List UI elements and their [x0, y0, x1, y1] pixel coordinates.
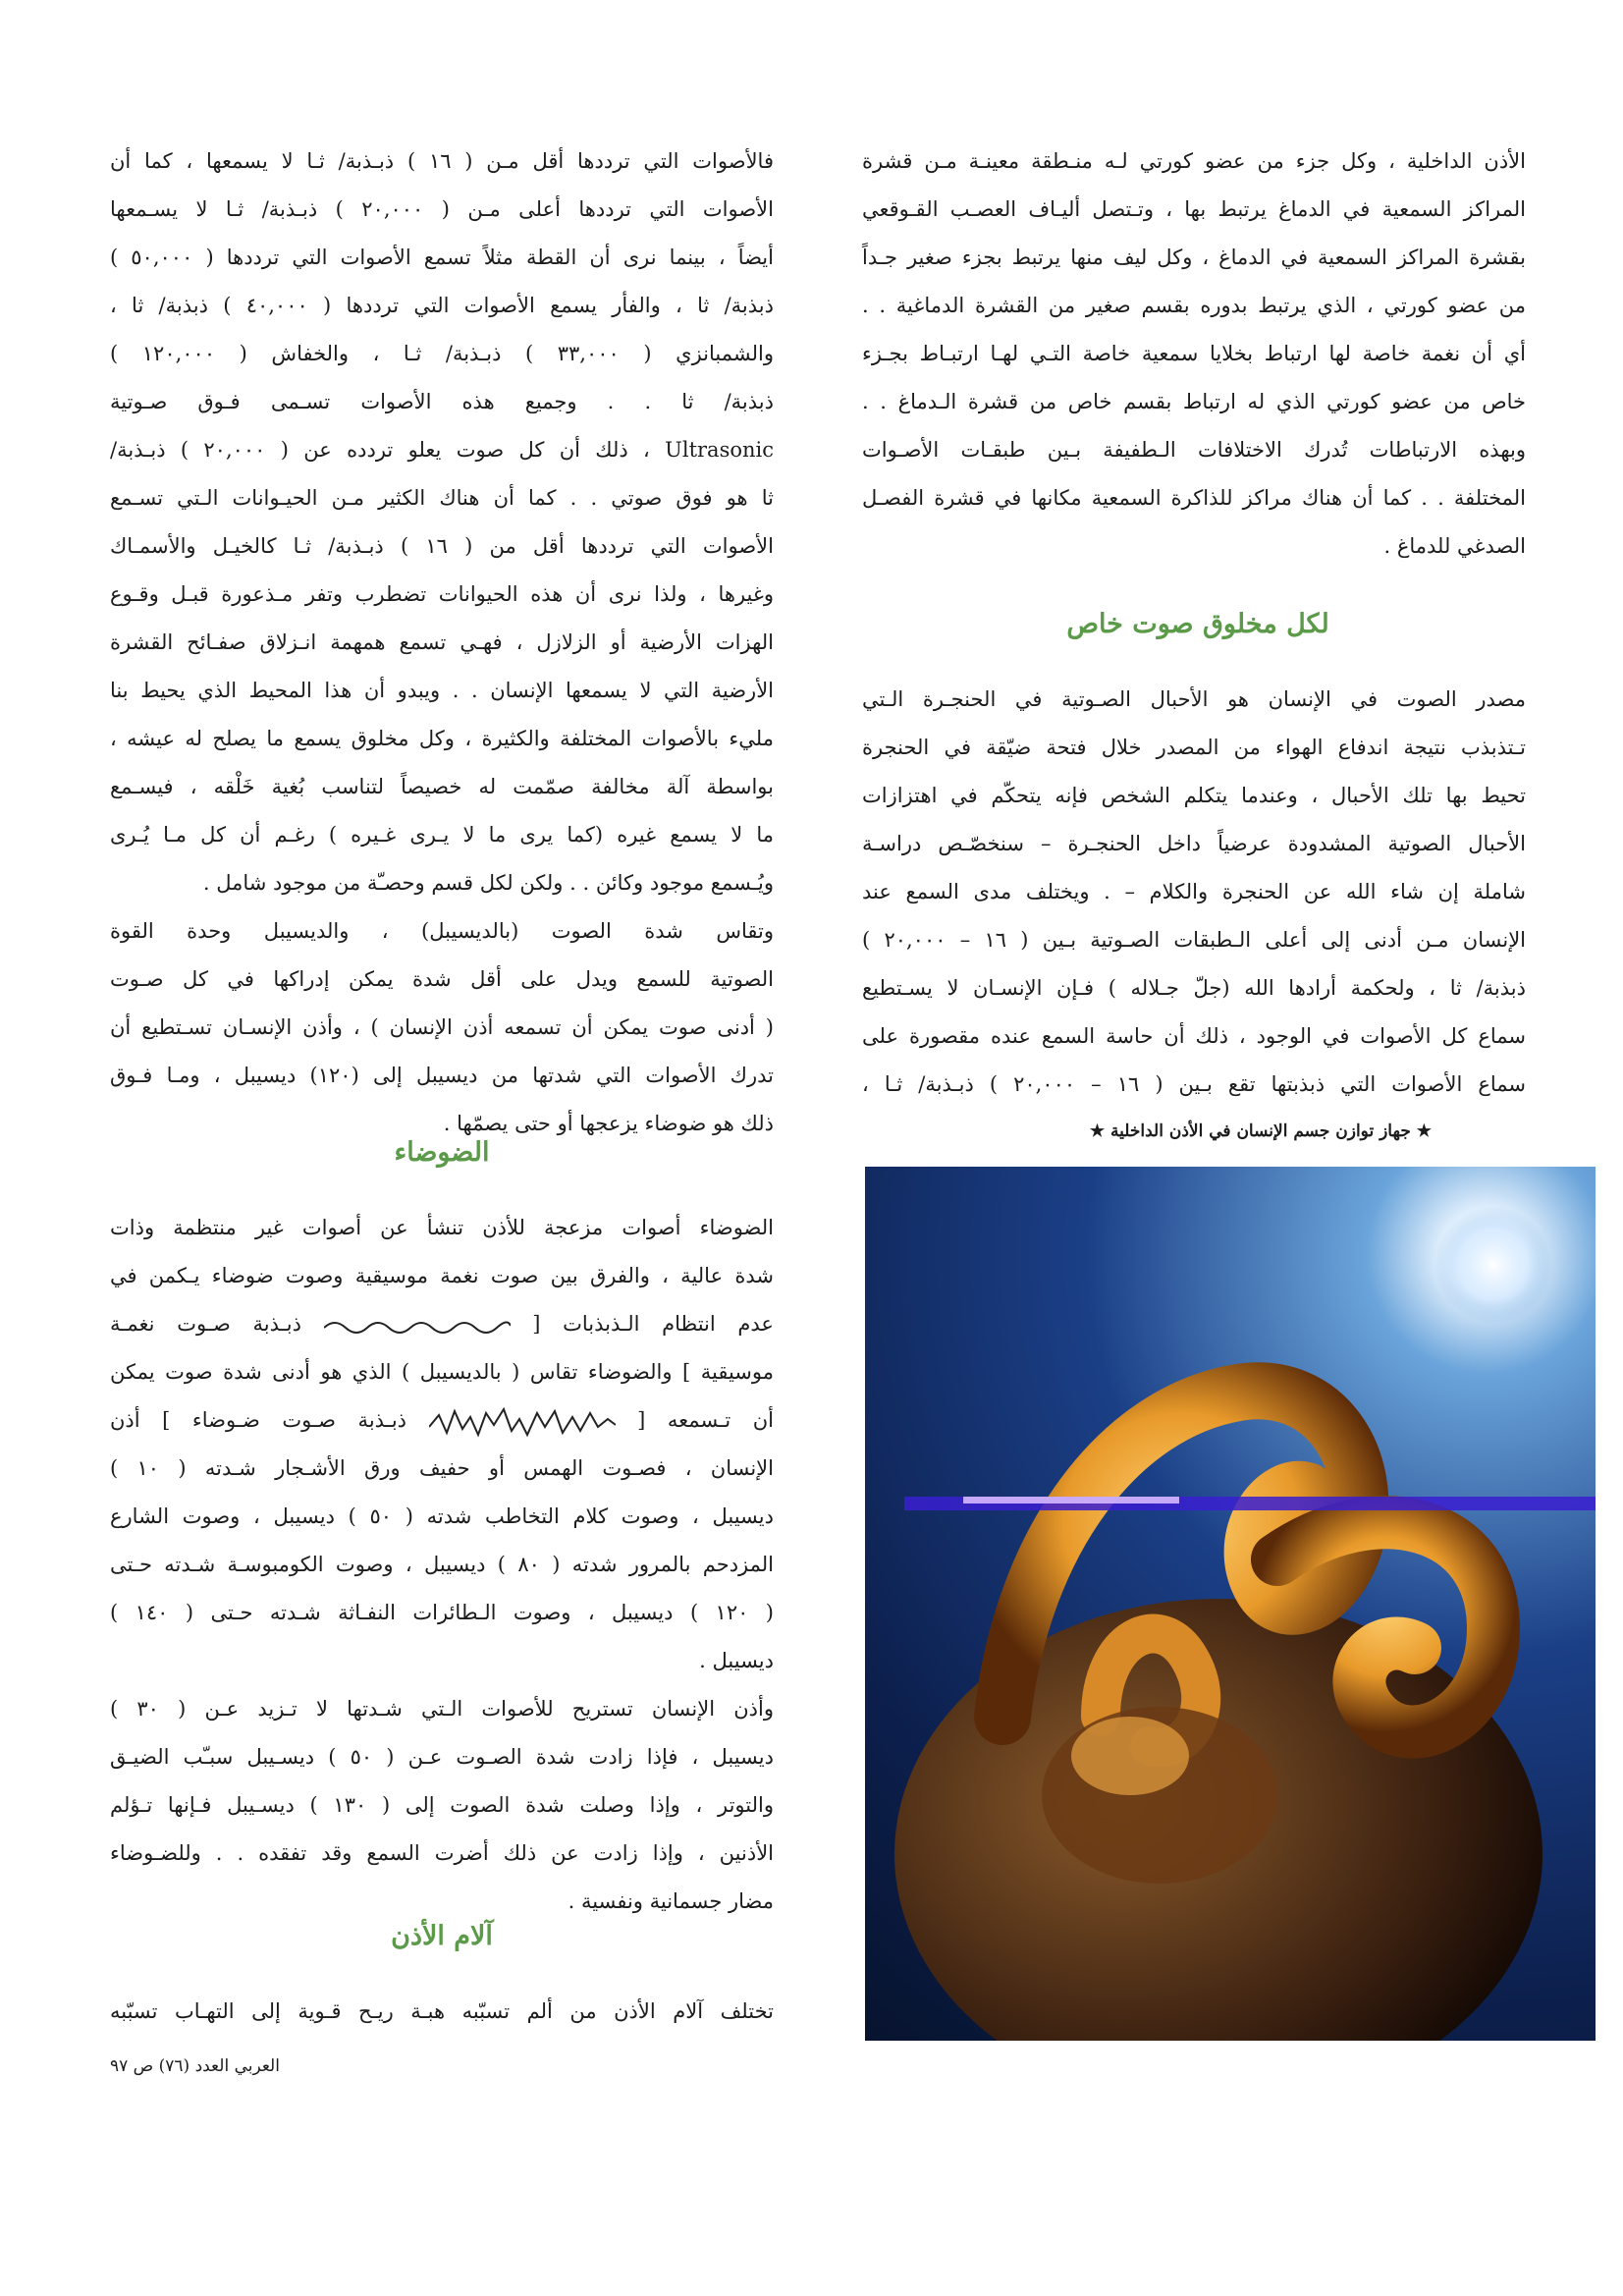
text-line: وأذن الإنسان تستريح للأصوات الـتي شـدتها لا تـزيد عـن ( ٣٠ ): [110, 1697, 774, 1721]
text-line: الأذن الداخلية ، وكل جزء من عضو كورتي لـه منـطقة معينـة مـن قشرة: [862, 149, 1526, 173]
text-line: الضوضاء أصوات مزعجة للأذن تنشأ عن أصوات غير منتظمة وذات: [110, 1216, 774, 1239]
photo-caption: ★ جهاز توازن جسم الإنسان في الأذن الداخلية ★: [1089, 1121, 1432, 1141]
text-line: مضار جسمانية ونفسية .: [568, 1889, 774, 1913]
semicircular-canals-illustration: [865, 1167, 1596, 2041]
text-line: ويُـسمع موجود وكائن . . ولكن لكل قسم وحصـّة من موجود شامل .: [202, 871, 774, 895]
text-line: ذلك هو ضوضاء يزعجها أو حتى يصمّها .: [443, 1112, 774, 1135]
text-line: شدة عالية ، والفرق بين صوت نغمة موسيقية وصوت ضوضاء يـكمن في: [110, 1264, 774, 1287]
left-column-bottom: [110, 1988, 774, 2036]
left-column-lower: [110, 1204, 774, 1926]
text-line-with-wave: [110, 1396, 774, 1445]
text-line: الأصوات التي ترددها أعلى مـن ( ٢٠,٠٠٠ ) ذبـذبة/ ثـا لا يسـمعها: [110, 197, 774, 221]
right-column: [862, 137, 1526, 571]
text-line: تحيط بها تلك الأحبال ، وعندما يتكلم الشخص فإنه يتحكّم في اهتزازات: [862, 784, 1526, 807]
text-line: الصوتية للسمع ويدل على أقل شدة يمكن إدراكها في كل صـوت: [110, 967, 774, 991]
text-line: بقشرة المراكز السمعية في الدماغ ، وكل ليف منها يرتبط بجزء صغير جـداً: [862, 246, 1526, 269]
text-line: من عضو كورتي ، الذي يرتبط بدوره بقسم صغير من القشرة الدماغية . .: [862, 294, 1526, 317]
text-line: ثا هو فوق صوتي . . كما أن هناك الكثير مـن الحيـوانات الـتي تسـمع: [110, 486, 774, 510]
text-line: المزدحم بالمرور شدته ( ٨٠ ) ديسيبل ، وصوت الكومبوسـة شـدته حـتى: [110, 1553, 775, 1576]
text-line: ذبذبة/ ثا . . وجميع هذه الأصوات تسـمى فـوق صـوتية: [110, 390, 774, 413]
text-line: بواسطة آلة مخالفة صمّمت له خصيصاً لتناسب بُغية خَلْقه ، فيسـمع: [110, 775, 774, 798]
right-column-lower: [862, 676, 1526, 1109]
text-line: الهزات الأرضية أو الزلازل ، فهـي تسمع همهمة انـزلاق صفـائح القشرة: [110, 630, 774, 654]
text-line: مصدر الصوت في الإنسان هو الأحبال الصـوتية في الحنجـرة الـتي: [862, 687, 1526, 711]
text-line: ديسيبل .: [699, 1649, 774, 1672]
paragraph-frequency-ranges: [110, 137, 774, 907]
text-line: مليء بالأصوات المختلفة والكثيرة ، وكل مخلوق يسمع ما يصلح له عيشه ،: [110, 727, 774, 750]
inner-ear-photo: [865, 1167, 1596, 2041]
text-line: خاص من عضو كورتي الذي له ارتباط بقسم خاص من قشرة الـدماغ . .: [862, 390, 1526, 413]
text-line: أيضاً ، بينما نرى أن القطة مثلاً تسمع الأصوات التي ترددها ( ٥٠,٠٠٠ ): [110, 246, 774, 269]
text-line: سماع كل الأصوات في الوجود ، ذلك أن حاسة السمع عنده مقصورة على: [862, 1024, 1526, 1048]
text-line: موسيقية ] والضوضاء تقاس ( بالديسيبل ) الذي هو أدنى شدة صوت يمكن: [110, 1360, 774, 1384]
text-line: ( ١٢٠ ) ديسيبل ، وصوت الـطائرات النفـاثة شـدته حـتى ( ١٤٠ ): [110, 1601, 774, 1624]
text-line: ذبذبة/ ثا ، ولحكمة أرادها الله (جلّ جـلاله ) فـإن الإنسـان لا يسـتطيع: [862, 976, 1526, 1000]
text-line: شاملة إن شاء الله عن الحنجرة والكلام – . ويختلف مدى السمع عند: [862, 880, 1526, 903]
text-fragment: ذبـذبة صـوت نغمـة: [110, 1312, 301, 1336]
text-line: والتوتر ، وإذا وصلت شدة الصوت إلى ( ١٣٠ ) ديسـيبل فـإنها تـؤلم: [110, 1793, 774, 1817]
paragraph-noise-tolerance: [110, 1685, 774, 1926]
text-line: فالأصوات التي ترددها أقل مـن ( ١٦ ) ذبـذبة/ ثـا لا يسمعها ، كما أن: [110, 149, 774, 173]
text-line: المختلفة . . كما أن هناك مراكز للذاكرة السمعية مكانها في قشرة الفصـل: [862, 486, 1526, 510]
text-line: الصدغي للدماغ .: [1383, 534, 1526, 558]
text-line: ديسيبل ، فإذا زادت شدة الصـوت عـن ( ٥٠ ) ديسـيبل سبـّب الضيـق: [110, 1745, 774, 1769]
text-line: وغيرها ، ولذا نرى أن هذه الحيوانات تضطرب وتفر مـذعورة قبـل وقـوع: [110, 582, 774, 606]
text-line: الأرضية التي لا يسمعها الإنسان . . ويبدو أن هذا المحيط الذي يحيط بنا: [110, 679, 774, 702]
paragraph-noise: [110, 1204, 774, 1685]
heading-ear-pain: آلام الأذن: [391, 1921, 493, 1951]
text-line: أي أن نغمة خاصة لها ارتباط بخلايا سمعية خاصة التـي لهـا ارتبـاط بجـزء: [862, 342, 1526, 365]
text-line: ما لا يسمع غيره (كما يرى ما لا يـرى غـيره ) رغـم أن كل مـا يُـرى: [110, 823, 774, 847]
text-line: الأذنين ، وإذا زادت عن ذلك أضرت السمع وقد تفقده . . وللضـوضاء: [110, 1841, 774, 1865]
text-line: المراكز السمعية في الدماغ يرتبط بها ، وتـتصل أليـاف العصـب القـوقعي: [862, 197, 1526, 221]
paragraph-decibel: [110, 907, 774, 1148]
text-line: وتقاس شدة الصوت (بالديسيبل) ، والديسيبل وحدة القوة: [110, 919, 774, 943]
text-line: سماع الأصوات التي ذبذبتها تقع بـين ( ١٦ – ٢٠,٠٠٠ ) ذبـذبة/ ثـا ،: [862, 1072, 1526, 1096]
page-footer: العربي العدد (٧٦) ص ٩٧: [110, 2056, 280, 2076]
text-line: تـتذبذب نتيجة اندفاع الهواء من المصدر خلال فتحة ضيّقة في الحنجرة: [862, 736, 1526, 759]
text-fragment: ذبـذبة صـوت ضـوضاء ] أذن: [110, 1408, 407, 1432]
musical-wave-icon: [324, 1316, 511, 1336]
text-fragment: أن تـسمعه [: [637, 1408, 774, 1432]
paragraph-sound-source: [862, 676, 1526, 1109]
text-line-with-wave: [110, 1300, 774, 1348]
text-line: والشمبانزي ( ٣٣,٠٠٠ ) ذبـذبة/ ثـا ، والخفاش ( ١٢٠,٠٠٠ ): [110, 342, 774, 365]
text-line: ( أدنى صوت يمكن أن تسمعه أذن الإنسان ) ، وأذن الإنسـان تسـتطيع أن: [110, 1015, 774, 1039]
text-line: تختلف آلام الأذن من ألم تسبّبه هبـة ريـح قـوية إلى التهـاب تسبّبه: [110, 1999, 774, 2023]
paragraph-ear-pain: [110, 1988, 774, 2036]
noise-wave-icon: [429, 1405, 616, 1439]
text-fragment: عدم انتظام الـذبذبات [: [532, 1312, 774, 1336]
heading-creature-sound: لكل مخلوق صوت خاص: [1066, 609, 1329, 639]
text-line: وبهذه الارتباطات تُدرك الاختلافات الـطفيفة بـين طبقـات الأصـوات: [862, 438, 1526, 462]
left-column: [110, 137, 774, 1148]
text-line: الإنسان ، فصـوت الهمس أو حفيف ورق الأشـجار شـدته ( ١٠ ): [110, 1456, 774, 1480]
text-line: الإنسان مـن أدنى إلى أعلى الـطبقات الصـوتية بـين ( ١٦ – ٢٠,٠٠٠ ): [862, 928, 1527, 952]
text-line: ديسيبل ، وصوت كلام التخاطب شدته ( ٥٠ ) ديسيبل ، وصوت الشارع: [110, 1504, 774, 1528]
text-line: ذبذبة/ ثا ، والفأر يسمع الأصوات التي ترددها ( ٤٠,٠٠٠ ) ذبذبة/ ثا ،: [110, 294, 774, 317]
text-line: Ultrasonic ، ذلك أن كل صوت يعلو تردده عن ( ٢٠,٠٠٠ ) ذبـذبة/: [110, 438, 774, 462]
text-line: تدرك الأصوات التي شدتها من ديسيبل إلى (١٢٠) ديسيبل ، ومـا فـوق: [110, 1064, 774, 1087]
paragraph-inner-ear: [862, 137, 1526, 571]
text-line: الأحبال الصوتية المشدودة عرضياً داخل الحنجـرة – سنخصّـص دراسـة: [862, 832, 1526, 855]
heading-noise: الضوضاء: [394, 1137, 490, 1168]
text-line: الأصوات التي ترددها أقل من ( ١٦ ) ذبـذبة/ ثـا كالخيـل والأسمـاك: [110, 534, 774, 558]
